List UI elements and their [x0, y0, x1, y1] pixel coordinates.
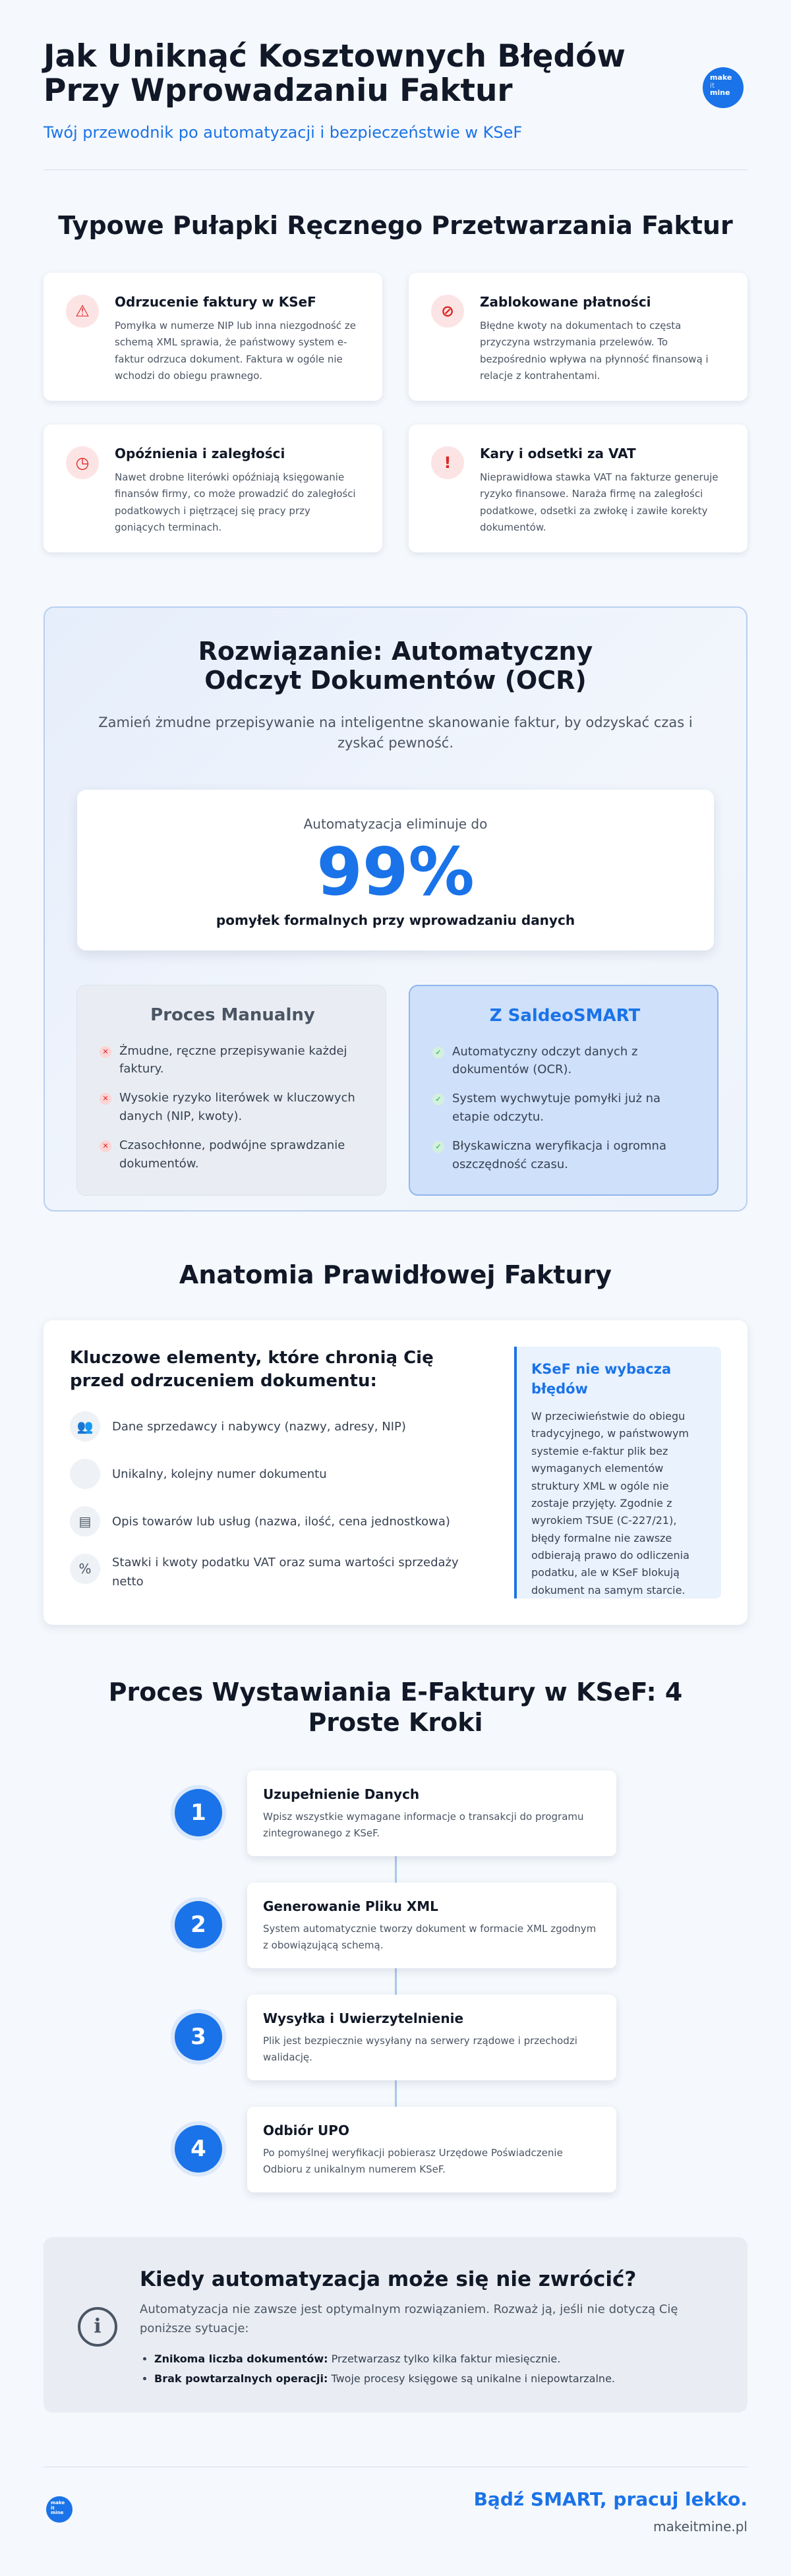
cross-icon: ✕ [100, 1140, 111, 1152]
step-card [247, 2107, 616, 2192]
page-title: Jak Uniknąć Kosztownych Błędów Przy Wprowadzaniu Faktur [44, 38, 626, 109]
callout-text: W przeciwieństwie do obiegu tradycyjnego, w państwowym systemie e-faktur plik bez wymaganych elementów struktury XML w ogóle nie zostaje przyjęty. Zgodnie z wyrokiem TSUE (C-227/21), błędy formalne nie zawsze odbierają prawo do odliczenia podatku, ale w KSeF blokują dokument na samym starcie. [531, 1409, 689, 1596]
logo-line: mine [710, 88, 730, 98]
pitfall-text: Nawet drobne literówki opóźniają księgowanie finansów firmy, co może prowadzić do zaległości podatkowych i piętrzącej się pracy przy goniących terminach. [115, 471, 356, 534]
list-item [100, 1089, 366, 1126]
anatomy-item-text: Dane sprzedawcy i nabywcy (nazwy, adresy, NIP) [112, 1420, 406, 1434]
process-step [175, 2107, 616, 2192]
anatomy-item-text: Unikalny, kolejny numer dokumentu [112, 1467, 327, 1482]
list-item [432, 1043, 697, 1080]
smart-title: Z SaldeoSMART [489, 1005, 641, 1026]
manual-title: Proces Manualny [150, 1005, 315, 1025]
logo-line: it [51, 2505, 55, 2511]
step-title: Generowanie Pliku XML [263, 1898, 438, 1915]
pitfalls-section [44, 170, 747, 552]
list-item-text: Czasochłonne, podwójne sprawdzanie dokumentów. [119, 1138, 345, 1171]
logo-line: it [710, 80, 715, 90]
step-text: Po pomyślnej weryfikacji pobierasz Urzędowe Poświadczenie Odbioru z unikalnym numerem KSeF. [263, 2147, 563, 2176]
page-footer [44, 2467, 747, 2572]
logo-line: mine [51, 2510, 64, 2516]
manual-process-column [76, 985, 386, 1196]
pitfalls-title: Typowe Pułapki Ręcznego Przetwarzania Faktur [58, 211, 733, 240]
stat-card [77, 790, 714, 951]
stat-pre: Automatyzacja eliminuje do [303, 815, 488, 832]
anatomy-card-title: Kluczowe elementy, które chronią Cię przed odrzuceniem dokumentu: [70, 1348, 434, 1391]
warning-title: Kiedy automatyzacja może się nie zwrócić? [140, 2268, 637, 2292]
step-number: 3 [175, 2013, 222, 2061]
list-item-text: System wychwytuje pomyłki już na etapie odczytu. [452, 1092, 661, 1125]
anatomy-item-text: Stawki i kwoty podatku VAT oraz suma wartości sprzedaży netto [112, 1556, 459, 1589]
anatomy-item [70, 1411, 492, 1443]
users-icon: 👥 [70, 1411, 100, 1442]
anatomy-title: Anatomia Prawidłowej Faktury [179, 1260, 612, 1289]
logo-line: make [710, 73, 732, 82]
stat-value: 99% [316, 833, 475, 910]
pitfall-title: Kary i odsetki za VAT [480, 445, 636, 461]
list-item [100, 1042, 366, 1079]
pitfall-title: Opóźnienia i zaległości [115, 445, 285, 461]
pitfall-card [409, 273, 747, 401]
step-title: Wysyłka i Uwierzytelnienie [263, 2010, 464, 2027]
anatomy-item [70, 1459, 492, 1490]
list-item [154, 2369, 721, 2389]
automation-warning [44, 2237, 747, 2413]
comparison [76, 985, 718, 1196]
ksef-callout [514, 1347, 721, 1598]
process-step [175, 1995, 616, 2080]
anatomy-item-text: Opis towarów lub usług (nazwa, ilość, cena jednostkowa) [112, 1515, 450, 1529]
brand-logo[interactable] [703, 67, 744, 108]
list-item-text: Żmudne, ręczne przepisywanie każdej faktury. [119, 1043, 347, 1076]
anatomy-item [70, 1554, 492, 1592]
info-icon: i [78, 2307, 117, 2347]
timeline-connector [395, 1810, 397, 2140]
anatomy-section [44, 1212, 747, 1625]
list-item [154, 2349, 721, 2369]
document-icon: ▤ [70, 1506, 100, 1537]
process-section [44, 1625, 747, 2192]
anatomy-item [70, 1506, 492, 1538]
list-item-text: Automatyczny odczyt danych z dokumentów (OCR). [452, 1044, 638, 1077]
logo-line: make [51, 2500, 65, 2506]
document-alert-icon: ! [431, 446, 464, 479]
cross-icon: ✕ [100, 1093, 111, 1105]
stat-post: pomyłek formalnych przy wprowadzaniu danych [216, 912, 575, 928]
list-item [432, 1090, 697, 1127]
solution-section [44, 606, 747, 1212]
step-number: 1 [175, 1789, 222, 1836]
callout-title: KSeF nie wybacza błędów [531, 1361, 672, 1397]
step-text: System automatycznie tworzy dokument w formacie XML zgodnym z obowiązującą schemą. [263, 1923, 597, 1952]
page-header [44, 0, 747, 170]
check-icon: ✓ [432, 1047, 444, 1059]
list-item [100, 1136, 366, 1173]
pitfall-card [409, 424, 747, 552]
pitfall-card [44, 273, 382, 401]
anatomy-card [44, 1320, 747, 1625]
cross-icon: ✕ [100, 1046, 111, 1058]
list-item-text: Przetwarzasz tylko kilka faktur miesięcznie. [328, 2352, 561, 2365]
pitfall-text: Pomyłka w numerze NIP lub inna niezgodność ze schemą XML sprawia, że państwowy system e-faktur odrzuca dokument. Faktura w ogóle nie wchodzi do obiegu prawnego. [115, 319, 356, 382]
hash-icon [70, 1459, 100, 1489]
step-card [247, 1771, 616, 1856]
step-title: Odbiór UPO [263, 2122, 349, 2139]
footer-logo[interactable] [46, 2496, 73, 2523]
warning-text: Automatyzacja nie zawsze jest optymalnym rozwiązaniem. Rozważ ją, jeśli nie dotyczą Cię poniższe sytuacje: [140, 2302, 678, 2336]
solution-lead: Zamień żmudne przepisywanie na inteligentne skanowanie faktur, by odzyskać czas i zyskać pewność. [98, 714, 693, 751]
list-item-text: Twoje procesy księgowe są unikalne i niepowtarzalne. [328, 2372, 615, 2386]
check-icon: ✓ [432, 1141, 444, 1153]
process-step [175, 1771, 616, 1856]
process-title: Proces Wystawiania E-Faktury w KSeF: 4 Proste Kroki [108, 1678, 683, 1737]
list-item-text: Błyskawiczna weryfikacja i ogromna oszczędność czasu. [452, 1139, 666, 1171]
footer-tagline: Bądź SMART, pracuj lekko. [473, 2488, 747, 2511]
step-card [247, 1995, 616, 2080]
footer-site-link[interactable]: makeitmine.pl [653, 2519, 747, 2535]
pitfall-title: Odrzucenie faktury w KSeF [115, 293, 316, 310]
pitfall-text: Nieprawidłowa stawka VAT na fakturze generuje ryzyko finansowe. Naraża firmę na zaległości podatkowe, odsetki za zwłokę i zawiłe korekty dokumentów. [480, 471, 718, 534]
check-icon: ✓ [432, 1094, 444, 1105]
smart-process-column [409, 985, 718, 1196]
list-item-bold: Znikoma liczba dokumentów: [154, 2352, 328, 2365]
steps-timeline [175, 1771, 616, 2192]
blocked-payment-icon: ⊘ [431, 295, 464, 328]
step-title: Uzupełnienie Danych [263, 1786, 420, 1803]
list-item [432, 1137, 697, 1174]
pitfall-card [44, 424, 382, 552]
percent-icon: % [70, 1554, 100, 1584]
process-step [175, 1883, 616, 1968]
clock-icon: ◷ [66, 446, 99, 479]
list-item-bold: Brak powtarzalnych operacji: [154, 2372, 328, 2386]
warning-triangle-icon: ⚠ [66, 295, 99, 328]
list-item-text: Wysokie ryzyko literówek w kluczowych danych (NIP, kwoty). [119, 1091, 355, 1124]
step-text: Wpisz wszystkie wymagane informacje o transakcji do programu zintegrowanego z KSeF. [263, 1811, 584, 1840]
step-number: 4 [175, 2125, 222, 2173]
solution-title: Rozwiązanie: Automatyczny Odczyt Dokumentów (OCR) [198, 636, 593, 695]
page-subtitle: Twój przewodnik po automatyzacji i bezpieczeństwie w KSeF [44, 123, 523, 142]
pitfall-title: Zablokowane płatności [480, 293, 651, 310]
step-card [247, 1883, 616, 1968]
step-text: Plik jest bezpiecznie wysyłany na serwery rządowe i przechodzi walidację. [263, 2035, 577, 2064]
pitfall-text: Błędne kwoty na dokumentach to częsta przyczyna wstrzymania przelewów. To bezpośrednio wpływa na płynność finansową i relacje z kontrahentami. [480, 319, 709, 382]
step-number: 2 [175, 1901, 222, 1948]
